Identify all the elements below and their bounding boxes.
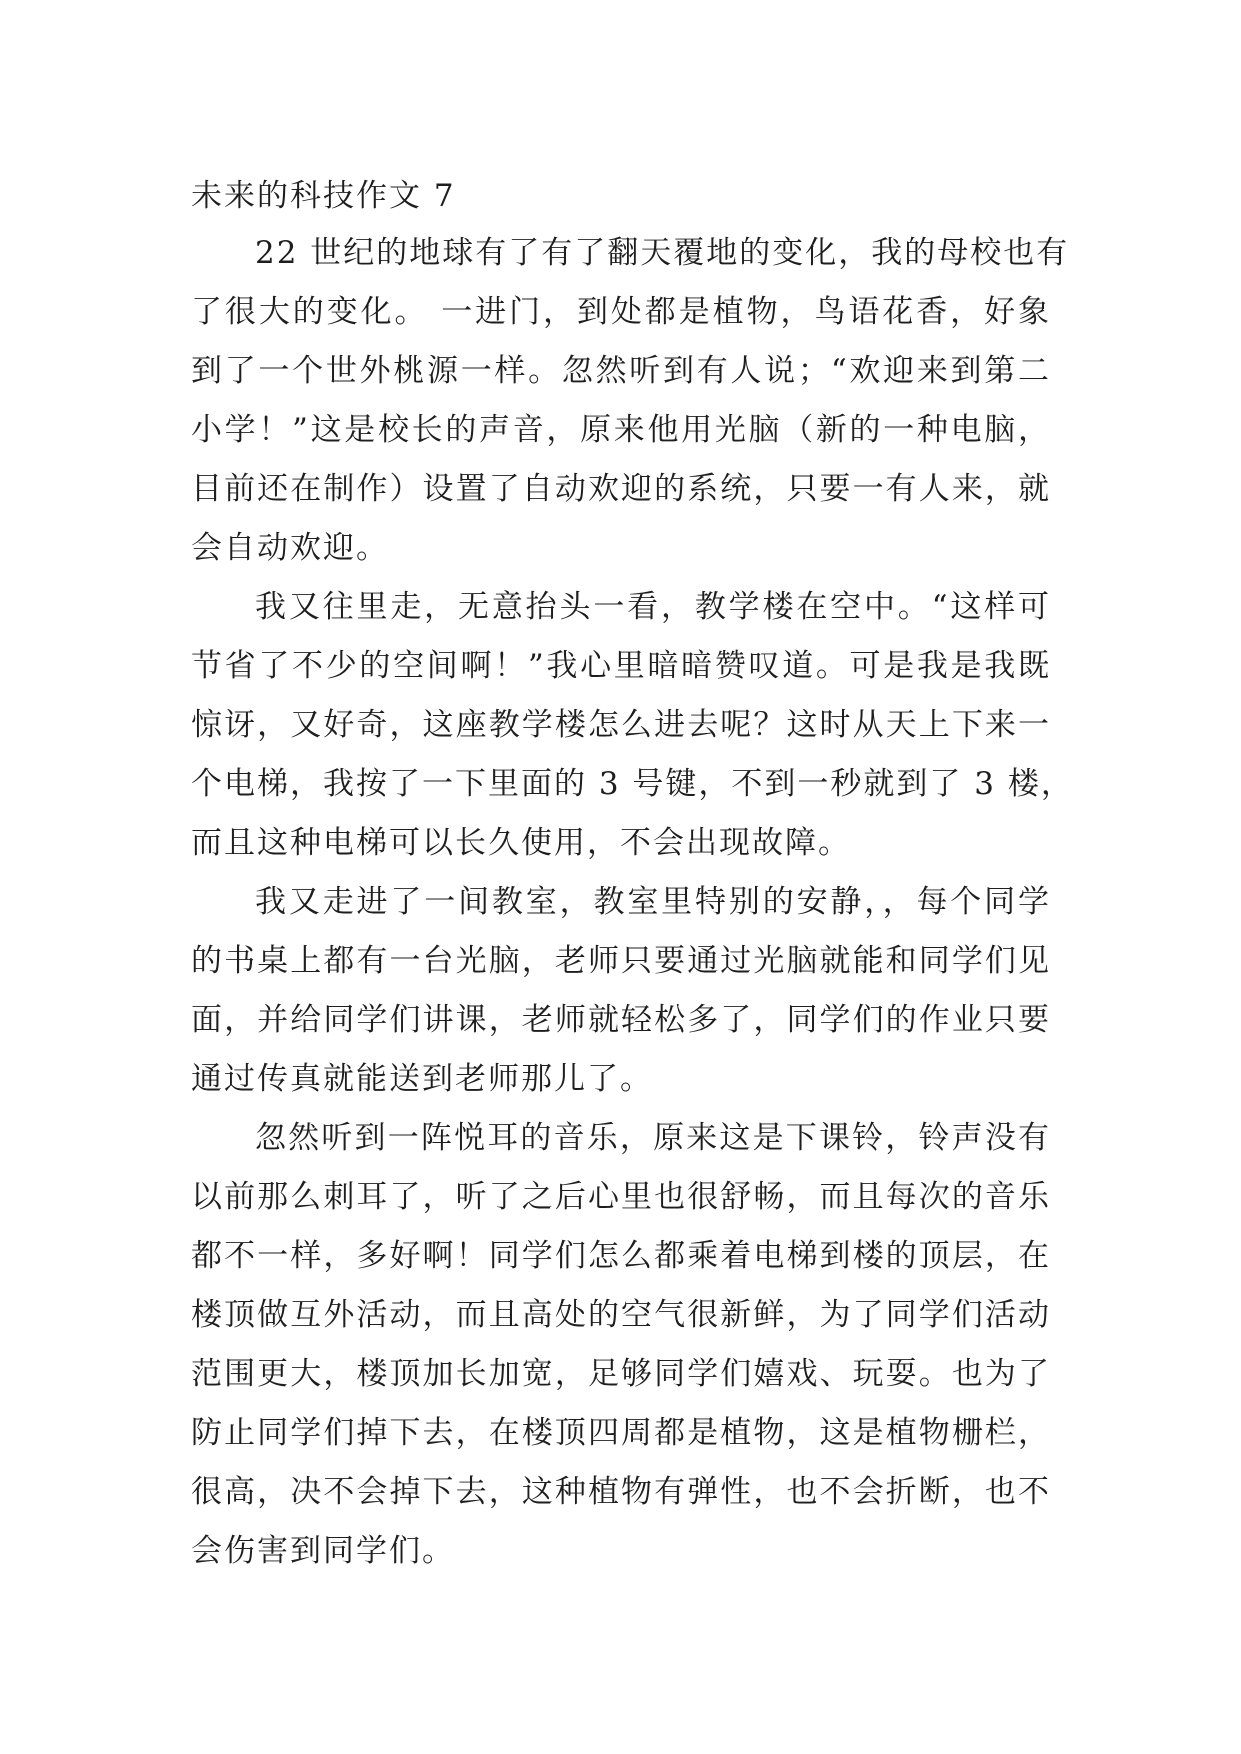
- paragraph-line: 范围更大，楼顶加长加宽，足够同学们嬉戏、玩耍。也为了: [191, 1356, 1051, 1392]
- paragraph-line: 会自动欢迎。: [191, 530, 389, 566]
- paragraph-line: 面，并给同学们讲课，老师就轻松多了，同学们的作业只要: [191, 1002, 1051, 1038]
- paragraph-line: 以前那么刺耳了，听了之后心里也很舒畅，而且每次的音乐: [191, 1179, 1051, 1215]
- paragraph-line: 很高，决不会掉下去，这种植物有弹性，也不会折断，也不: [191, 1474, 1051, 1510]
- paragraph-line: 目前还在制作）设置了自动欢迎的系统，只要一有人来，就: [191, 471, 1051, 507]
- paragraph-line: 会伤害到同学们。: [191, 1533, 455, 1569]
- paragraph-line: 忽然听到一阵悦耳的音乐，原来这是下课铃，铃声没有: [255, 1120, 1051, 1156]
- paragraph-line: 22 世纪的地球有了有了翻天覆地的变化，我的母校也有: [255, 235, 1070, 271]
- paragraph-line: 我又往里走，无意抬头一看，教学楼在空中。“这样可: [255, 589, 1051, 625]
- paragraph-line: 的书桌上都有一台光脑，老师只要通过光脑就能和同学们见: [191, 943, 1051, 979]
- paragraph-line: 而且这种电梯可以长久使用，不会出现故障。: [191, 825, 851, 861]
- paragraph-line: 惊讶，又好奇，这座教学楼怎么进去呢？这时从天上下来一: [191, 707, 1051, 743]
- paragraph-line: 我又走进了一间教室，教室里特别的安静，，每个同学: [255, 884, 1051, 920]
- paragraph-4: [191, 1109, 1051, 1581]
- paragraph-line: 防止同学们掉下去，在楼顶四周都是植物，这是植物栅栏，: [191, 1415, 1051, 1451]
- paragraph-line: 了很大的变化。 一进门，到处都是植物，鸟语花香，好象: [191, 294, 1051, 330]
- paragraph-line: 节省了不少的空间啊！”我心里暗暗赞叹道。可是我是我既: [191, 648, 1051, 684]
- document-title: 未来的科技作文 7: [191, 178, 456, 214]
- paragraph-2: [191, 578, 1074, 873]
- paragraph-line: 都不一样，多好啊！同学们怎么都乘着电梯到楼的顶层，在: [191, 1238, 1051, 1274]
- document-body: [191, 168, 1074, 1581]
- paragraph-line: 到了一个世外桃源一样。忽然听到有人说；“欢迎来到第二: [191, 353, 1051, 389]
- paragraph-line: 个电梯，我按了一下里面的 3 号键，不到一秒就到了 3 楼，: [191, 766, 1074, 802]
- paragraph-1: [191, 224, 1070, 578]
- paragraph-line: 通过传真就能送到老师那儿了。: [191, 1061, 653, 1097]
- paragraph-line: 楼顶做互外活动，而且高处的空气很新鲜，为了同学们活动: [191, 1297, 1051, 1333]
- paragraph-3: [191, 873, 1051, 1109]
- paragraph-line: 小学！”这是校长的声音，原来他用光脑（新的一种电脑，: [191, 412, 1051, 448]
